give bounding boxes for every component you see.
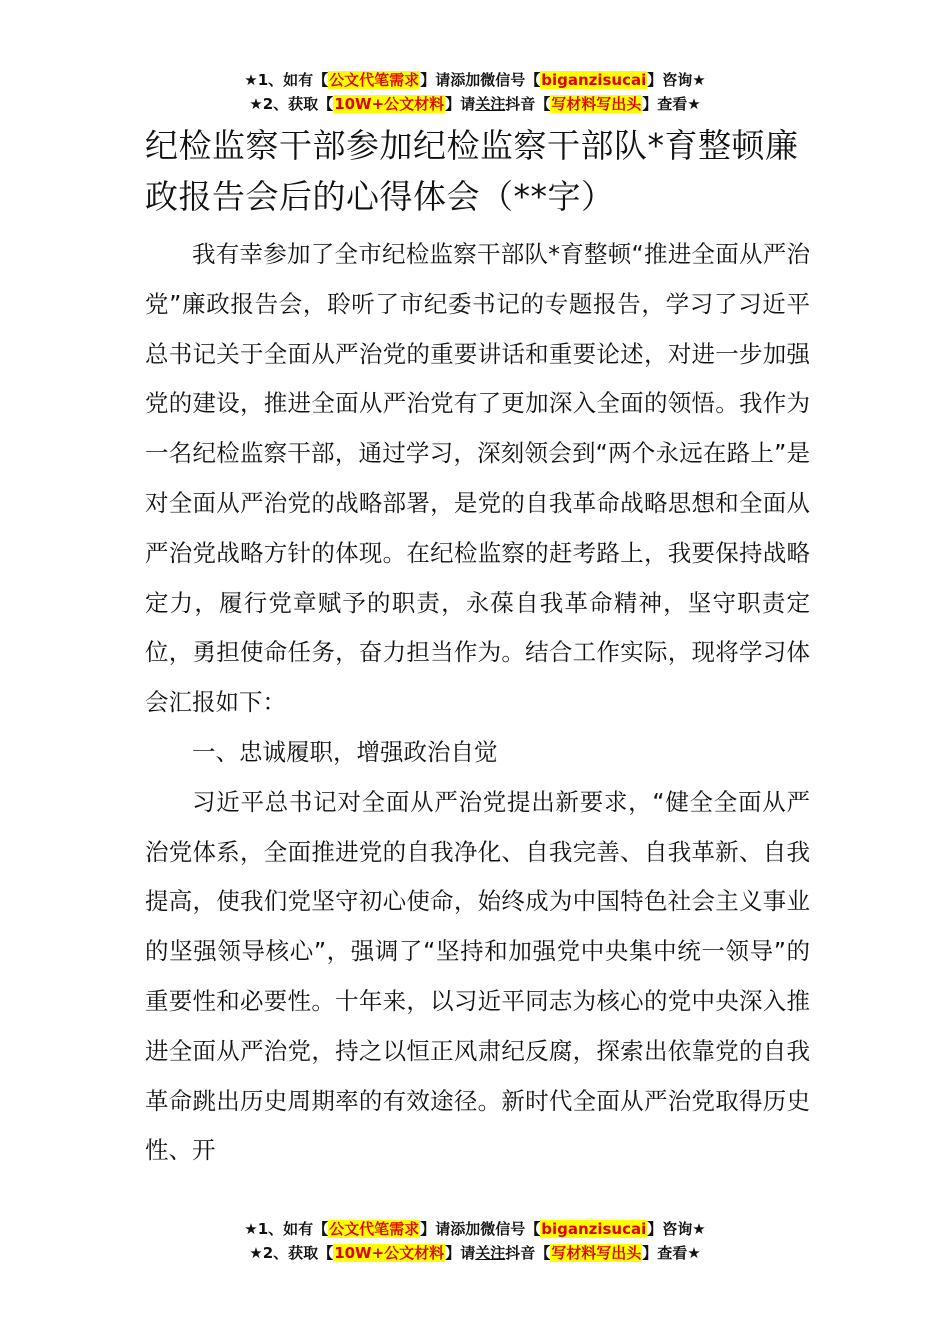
- promo-underline: 关注: [475, 1244, 506, 1262]
- promo-highlight: 公文代笔需求: [329, 71, 420, 89]
- promo-text: 抖音【: [505, 95, 551, 113]
- promo-text: 】请添加微信号【: [420, 71, 541, 89]
- promo-text: ★2、获取【: [249, 1244, 334, 1262]
- promo-line-1: [0, 1217, 950, 1241]
- promo-text: 】请: [445, 95, 476, 113]
- document-body: [145, 120, 810, 1176]
- promo-text: 】请添加微信号【: [420, 1220, 541, 1238]
- promo-line-1: [0, 68, 950, 92]
- promo-text: 抖音【: [505, 1244, 551, 1262]
- promo-highlight: 10W+公文材料: [334, 1244, 445, 1262]
- promo-text: ★1、如有【: [244, 71, 329, 89]
- promo-text: 】咨询★: [647, 71, 706, 89]
- promo-highlight: 10W+公文材料: [334, 95, 445, 113]
- promo-header: [0, 68, 950, 116]
- intro-paragraph: 我有幸参加了全市纪检监察干部队*育整顿“推进全面从严治党”廉政报告会，聆听了市纪委书记的专题报告，学习了习近平总书记关于全面从严治党的重要讲话和重要论述，对进一步加强党的建设，推进全面从严治党有了更加深入全面的领悟。我作为一名纪检监察干部，通过学习，深刻领会到“两个永远在路上”是对全面从严治党的战略部署，是党的自我革命战略思想和全面从严治党战略方针的体现。在纪检监察的赶考路上，我要保持战略定力，履行党章赋予的职责，永葆自我革命精神，坚守职责定位，勇担使命任务，奋力担当作为。结合工作实际，现将学习体会汇报如下：: [145, 240, 810, 717]
- promo-text: 】请: [445, 1244, 476, 1262]
- promo-footer: [0, 1217, 950, 1265]
- promo-text: ★2、获取【: [249, 95, 334, 113]
- promo-underline: 关注: [475, 95, 506, 113]
- document-title: 纪检监察干部参加纪检监察干部队*育整顿廉政报告会后的心得体会（**字）: [145, 126, 799, 216]
- promo-wechat-id: biganzisucai: [541, 71, 647, 89]
- section-paragraph: 习近平总书记对全面从严治党提出新要求，“健全全面从严治党体系，全面推进党的自我净化、自我完善、自我革新、自我提高，使我们党坚守初心使命，始终成为中国特色社会主义事业的坚强领导核心”，强调了“坚持和加强党中央集中统一领导”的重要性和必要性。十年来，以习近平同志为核心的党中央深入推进全面从严治党，持之以恒正风肃纪反腐，探索出依靠党的自我革命跳出历史周期率的有效途径。新时代全面从严治党取得历史性、开: [145, 787, 810, 1165]
- section-heading: 一、忠诚履职，增强政治自觉: [192, 737, 498, 766]
- promo-text: ★1、如有【: [244, 1220, 329, 1238]
- promo-text: 】咨询★: [647, 1220, 706, 1238]
- promo-line-2: [0, 1241, 950, 1265]
- promo-douyin-account: 写材料写出头: [551, 95, 642, 113]
- promo-line-2: [0, 92, 950, 116]
- promo-text: 】查看★: [642, 1244, 701, 1262]
- promo-highlight: 公文代笔需求: [329, 1220, 420, 1238]
- promo-douyin-account: 写材料写出头: [551, 1244, 642, 1262]
- promo-wechat-id: biganzisucai: [541, 1220, 647, 1238]
- promo-text: 】查看★: [642, 95, 701, 113]
